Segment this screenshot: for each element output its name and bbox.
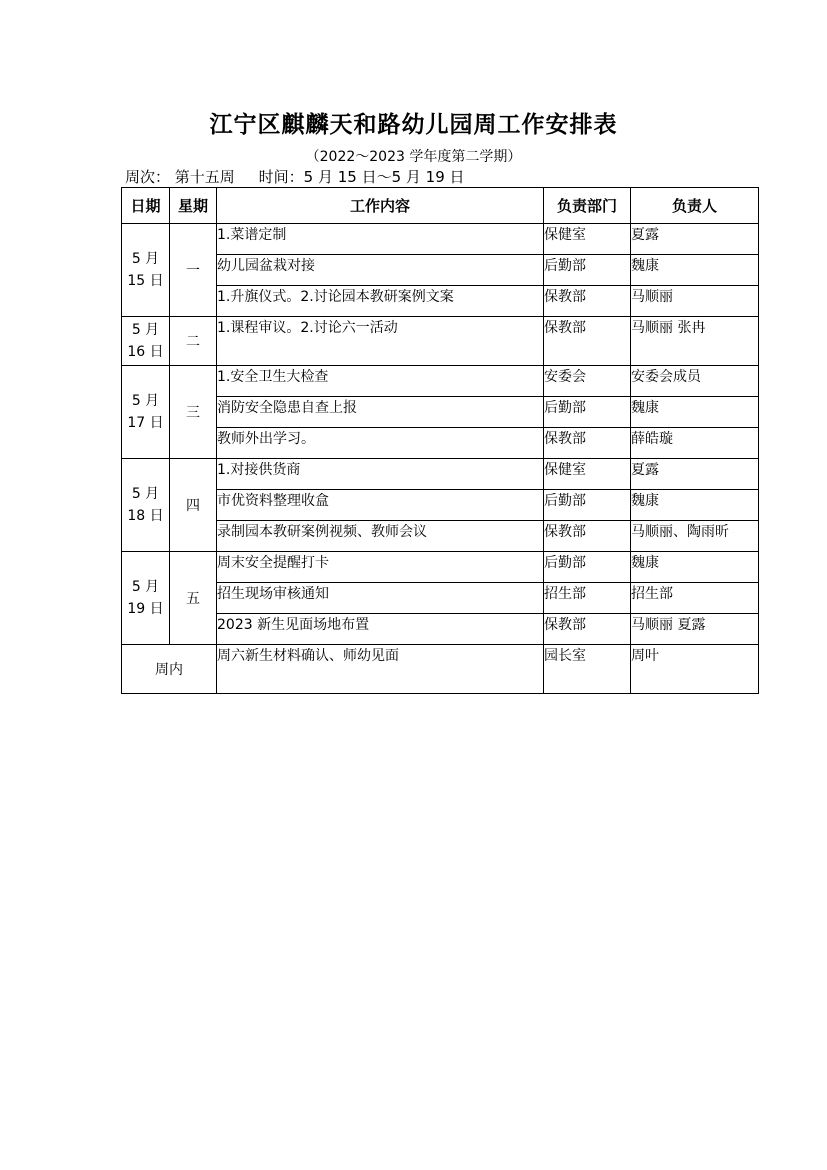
person-cell: 马顺丽 张冉 (631, 317, 759, 366)
header-dept: 负责部门 (544, 188, 631, 224)
table-row (122, 428, 759, 459)
dept-cell: 保教部 (544, 614, 631, 645)
header-person: 负责人 (631, 188, 759, 224)
content-cell: 幼儿园盆栽对接 (217, 255, 544, 286)
content-cell: 周六新生材料确认、师幼见面 (217, 645, 544, 694)
time-label: 时间： (258, 168, 304, 186)
content-cell: 周末安全提醒打卡 (217, 552, 544, 583)
content-cell: 1.升旗仪式。2.讨论园本教研案例文案 (217, 286, 544, 317)
person-cell: 马顺丽 夏露 (631, 614, 759, 645)
date-cell: 5 月 15 日 (122, 224, 170, 317)
table-row (122, 521, 759, 552)
document-title: 江宁区麒麟天和路幼儿园周工作安排表 (209, 111, 618, 138)
table-row-weekly (122, 645, 759, 694)
person-cell: 魏康 (631, 490, 759, 521)
weekday-cell: 三 (170, 366, 217, 459)
dept-cell: 保教部 (544, 317, 631, 366)
header-date: 日期 (122, 188, 170, 224)
content-cell: 录制园本教研案例视频、教师会议 (217, 521, 544, 552)
dept-cell: 后勤部 (544, 397, 631, 428)
content-cell: 1.安全卫生大检查 (217, 366, 544, 397)
weekday-cell: 一 (170, 224, 217, 317)
table-row (122, 583, 759, 614)
week-value: 第十五周 (174, 168, 235, 186)
date-cell: 5 月 16 日 (122, 317, 170, 366)
dept-cell: 保教部 (544, 286, 631, 317)
table-row (122, 317, 759, 366)
schedule-table (121, 187, 759, 694)
person-cell: 夏露 (631, 224, 759, 255)
week-label: 周次： (125, 168, 171, 186)
dept-cell: 保教部 (544, 521, 631, 552)
header-content: 工作内容 (217, 188, 544, 224)
header-weekday: 星期 (170, 188, 217, 224)
time-value: 5 月 15 日～5 月 19 日 (303, 168, 465, 186)
dept-cell: 园长室 (544, 645, 631, 694)
table-row (122, 366, 759, 397)
weekday-cell: 二 (170, 317, 217, 366)
table-row (122, 286, 759, 317)
dept-cell: 后勤部 (544, 490, 631, 521)
dept-cell: 后勤部 (544, 552, 631, 583)
table-row (122, 255, 759, 286)
person-cell: 马顺丽、陶雨昕 (631, 521, 759, 552)
person-cell: 魏康 (631, 552, 759, 583)
content-cell: 1.课程审议。2.讨论六一活动 (217, 317, 544, 366)
document-subtitle: （2022～2023 学年度第二学期） (305, 149, 522, 165)
table-row (122, 459, 759, 490)
person-cell: 夏露 (631, 459, 759, 490)
person-cell: 薛皓璇 (631, 428, 759, 459)
weekday-cell: 五 (170, 552, 217, 645)
content-cell: 招生现场审核通知 (217, 583, 544, 614)
content-cell: 市优资料整理收盒 (217, 490, 544, 521)
date-cell: 5 月 17 日 (122, 366, 170, 459)
person-cell: 魏康 (631, 255, 759, 286)
content-cell: 1.菜谱定制 (217, 224, 544, 255)
content-cell: 1.对接供货商 (217, 459, 544, 490)
table-row (122, 490, 759, 521)
dept-cell: 保健室 (544, 459, 631, 490)
table-row (122, 614, 759, 645)
person-cell: 马顺丽 (631, 286, 759, 317)
table-row (122, 224, 759, 255)
date-cell: 5 月 19 日 (122, 552, 170, 645)
content-cell: 2023 新生见面场地布置 (217, 614, 544, 645)
dept-cell: 后勤部 (544, 255, 631, 286)
week-info-line (125, 166, 465, 187)
date-cell: 5 月 18 日 (122, 459, 170, 552)
table-row (122, 552, 759, 583)
dept-cell: 保教部 (544, 428, 631, 459)
person-cell: 周叶 (631, 645, 759, 694)
dept-cell: 安委会 (544, 366, 631, 397)
person-cell: 魏康 (631, 397, 759, 428)
content-cell: 消防安全隐患自查上报 (217, 397, 544, 428)
dept-cell: 招生部 (544, 583, 631, 614)
person-cell: 安委会成员 (631, 366, 759, 397)
dept-cell: 保健室 (544, 224, 631, 255)
person-cell: 招生部 (631, 583, 759, 614)
table-row (122, 397, 759, 428)
content-cell: 教师外出学习。 (217, 428, 544, 459)
weekday-cell: 四 (170, 459, 217, 552)
weekly-label-cell: 周内 (122, 645, 217, 694)
table-header-row (122, 188, 759, 224)
